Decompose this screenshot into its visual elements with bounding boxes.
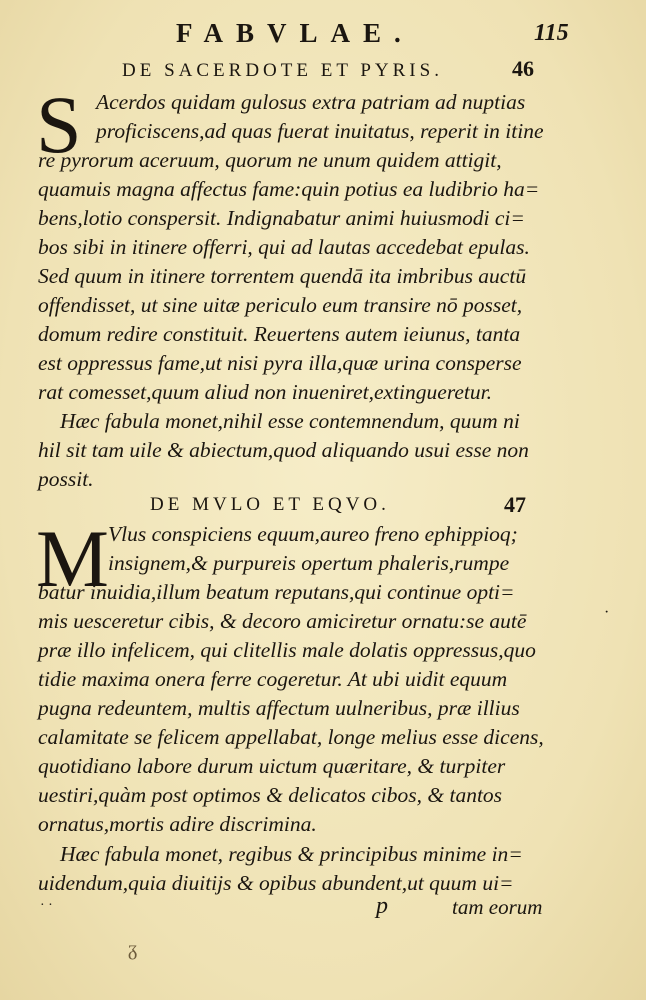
text-line: domum redire constituit. Reuertens autem ieiunus, tanta	[38, 322, 521, 346]
text-line: batur inuidia,illum beatum reputans,qui continue opti=	[38, 580, 515, 604]
text-line: mis uesceretur cibis, & decoro amiciretur ornatu:se autē	[38, 609, 527, 633]
catchword: tam eorum	[452, 895, 543, 919]
ink-specks: · ·	[40, 898, 53, 913]
margin-mark: ·	[604, 604, 610, 621]
running-head: FABVLAE.	[176, 18, 414, 48]
text-line: rat comesset,quum aliud non inueniret,extingueretur.	[38, 380, 493, 404]
text-line: insignem,& purpureis opertum phaleris,rumpe	[108, 551, 510, 575]
text-line: uestiri,quàm post optimos & delicatos cibos, & tantos	[38, 783, 503, 807]
text-line: tidie maxima onera ferre cogeretur. At ubi uidit equum	[38, 667, 508, 691]
fable-number: 46	[512, 56, 534, 81]
text-line: ornatus,mortis adire discrimina.	[38, 812, 317, 836]
fable-number: 47	[504, 492, 526, 517]
text-line: Sed quum in itinere torrentem quendā ita imbribus auctū	[38, 264, 527, 288]
text-line: re pyrorum aceruum, quorum ne unum quidem attigit,	[38, 148, 502, 172]
fable-title: DE SACERDOTE ET PYRIS.	[122, 60, 443, 81]
drop-cap: M	[36, 513, 109, 604]
text-line: bens,lotio conspersit. Indignabatur animi huiusmodi ci=	[38, 206, 525, 230]
text-line: est oppressus fame,ut nisi pyra illa,quæ urina consperse	[38, 351, 522, 375]
text-line: Acerdos quidam gulosus extra patriam ad nuptias	[96, 90, 526, 114]
text-line: præ illo infelicem, qui clitellis male dolatis oppressus,quo	[38, 638, 536, 662]
moral-line: Hæc fabula monet, regibus & principibus minime in=	[60, 842, 523, 866]
text-line: calamitate se felicem appellabat, longe melius esse dicens,	[38, 725, 544, 749]
moral-line: uidendum,quia diuitijs & opibus abundent,ut quum ui=	[38, 871, 514, 895]
text-line: quamuis magna affectus fame:quin potius ea ludibrio ha=	[38, 177, 540, 201]
page-number: 115	[534, 20, 569, 46]
text-line: quotidiano labore durum uictum quæritare, & turpiter	[38, 754, 506, 778]
signature-mark: p	[376, 893, 388, 919]
text-line: offendisset, ut sine uitæ periculo eum transire nō posset,	[38, 293, 523, 317]
fable-title: DE MVLO ET EQVO.	[150, 494, 390, 515]
text-line: proficiscens,ad quas fuerat inuitatus, reperit in itine	[96, 119, 544, 143]
moral-line: possit.	[38, 467, 94, 491]
drop-cap: S	[36, 79, 82, 170]
moral-line: hil sit tam uile & abiectum,quod aliquando usui esse non	[38, 438, 529, 462]
text-line: bos sibi in itinere offerri, qui ad lautas accedebat epulas.	[38, 235, 530, 259]
moral-line: Hæc fabula monet,nihil esse contemnendum, quum ni	[60, 409, 520, 433]
text-line: pugna redeuntem, multis affectum uulneribus, præ illius	[38, 696, 520, 720]
text-line: Vlus conspiciens equum,aureo freno ephippioq;	[108, 522, 518, 546]
ink-mark: ᵹ	[128, 938, 138, 960]
